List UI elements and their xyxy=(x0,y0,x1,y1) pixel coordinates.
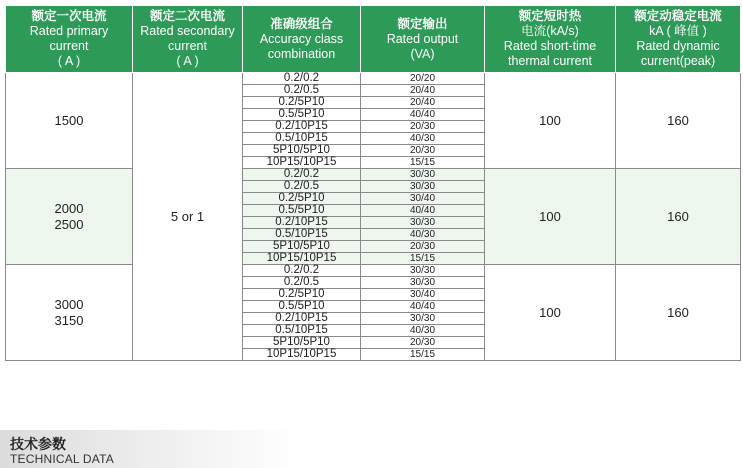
cell-rated-output: 15/15 xyxy=(361,349,485,361)
cell-rated-output: 30/30 xyxy=(361,181,485,193)
header-accuracy-class: 准确级组合 Accuracy class combination xyxy=(243,6,361,73)
cell-primary-current xyxy=(6,73,133,169)
cell-accuracy-class: 0.5/10P15 xyxy=(243,133,361,145)
cell-rated-output: 40/30 xyxy=(361,325,485,337)
cell-rated-output: 20/40 xyxy=(361,85,485,97)
cell-accuracy-class: 0.2/10P15 xyxy=(243,217,361,229)
cell-thermal-current: 100 xyxy=(485,73,616,169)
cell-primary-current xyxy=(6,265,133,361)
cell-rated-output: 30/30 xyxy=(361,277,485,289)
cell-rated-output: 30/30 xyxy=(361,169,485,181)
cell-accuracy-class: 0.2/5P10 xyxy=(243,289,361,301)
cell-dynamic-current: 160 xyxy=(616,265,741,361)
cell-accuracy-class: 0.5/5P10 xyxy=(243,301,361,313)
cell-rated-output: 40/30 xyxy=(361,133,485,145)
cell-rated-output: 20/20 xyxy=(361,73,485,85)
cell-primary-current xyxy=(6,169,133,265)
cell-thermal-current: 100 xyxy=(485,265,616,361)
cell-rated-output: 20/40 xyxy=(361,97,485,109)
cell-accuracy-class: 10P15/10P15 xyxy=(243,157,361,169)
cell-rated-output: 40/40 xyxy=(361,301,485,313)
cell-rated-output: 40/40 xyxy=(361,109,485,121)
cell-rated-output: 20/30 xyxy=(361,241,485,253)
primary-current-value: 2000 xyxy=(54,200,84,216)
cell-accuracy-class: 0.2/5P10 xyxy=(243,97,361,109)
cell-accuracy-class: 5P10/5P10 xyxy=(243,241,361,253)
primary-current-value: 3150 xyxy=(54,312,84,328)
cell-accuracy-class: 0.5/10P15 xyxy=(243,325,361,337)
header-dynamic-current: 额定动稳定电流 kA ( 峰值 ) Rated dynamic current(peak) xyxy=(616,6,741,73)
cell-accuracy-class: 0.5/5P10 xyxy=(243,205,361,217)
technical-data-table xyxy=(5,5,741,361)
cell-accuracy-class: 0.2/0.2 xyxy=(243,73,361,85)
cell-thermal-current: 100 xyxy=(485,169,616,265)
primary-current-value: 1500 xyxy=(54,112,84,128)
primary-current-value: 2500 xyxy=(54,216,84,232)
section-title-cn: 技术参数 xyxy=(10,437,66,453)
cell-accuracy-class: 0.2/0.5 xyxy=(243,85,361,97)
header-secondary-current: 额定二次电流 Rated secondary current ( A ) xyxy=(133,6,243,73)
cell-accuracy-class: 0.2/10P15 xyxy=(243,313,361,325)
cell-rated-output: 30/40 xyxy=(361,289,485,301)
cell-rated-output: 40/40 xyxy=(361,205,485,217)
cell-accuracy-class: 0.2/0.2 xyxy=(243,169,361,181)
cell-accuracy-class: 0.2/5P10 xyxy=(243,193,361,205)
cell-dynamic-current: 160 xyxy=(616,169,741,265)
header-rated-output: 额定输出 Rated output (VA) xyxy=(361,6,485,73)
table-body xyxy=(6,73,741,361)
cell-rated-output: 40/30 xyxy=(361,229,485,241)
cell-accuracy-class: 0.2/0.5 xyxy=(243,181,361,193)
cell-rated-output: 30/30 xyxy=(361,313,485,325)
cell-accuracy-class: 10P15/10P15 xyxy=(243,349,361,361)
cell-rated-output: 20/30 xyxy=(361,145,485,157)
cell-rated-output: 20/30 xyxy=(361,337,485,349)
cell-accuracy-class: 0.2/10P15 xyxy=(243,121,361,133)
cell-rated-output: 15/15 xyxy=(361,157,485,169)
table-row xyxy=(6,169,741,181)
header-thermal-current: 额定短时热 电流(kA/s) Rated short-time thermal current xyxy=(485,6,616,73)
cell-rated-output: 20/30 xyxy=(361,121,485,133)
cell-accuracy-class: 0.2/0.2 xyxy=(243,265,361,277)
cell-rated-output: 30/30 xyxy=(361,217,485,229)
cell-dynamic-current: 160 xyxy=(616,73,741,169)
cell-rated-output: 30/40 xyxy=(361,193,485,205)
cell-secondary-current: 5 or 1 xyxy=(133,73,243,361)
primary-current-value: 3000 xyxy=(54,296,84,312)
cell-accuracy-class: 0.2/0.5 xyxy=(243,277,361,289)
section-title-en: TECHNICAL DATA xyxy=(10,452,114,466)
header-primary-current: 额定一次电流 Rated primary current ( A ) xyxy=(6,6,133,73)
cell-accuracy-class: 0.5/10P15 xyxy=(243,229,361,241)
table-row xyxy=(6,73,741,85)
section-footer xyxy=(0,430,300,468)
table-row xyxy=(6,265,741,277)
cell-rated-output: 30/30 xyxy=(361,265,485,277)
cell-accuracy-class: 5P10/5P10 xyxy=(243,337,361,349)
cell-rated-output: 15/15 xyxy=(361,253,485,265)
cell-accuracy-class: 5P10/5P10 xyxy=(243,145,361,157)
cell-accuracy-class: 10P15/10P15 xyxy=(243,253,361,265)
cell-accuracy-class: 0.5/5P10 xyxy=(243,109,361,121)
table-header xyxy=(6,6,741,73)
